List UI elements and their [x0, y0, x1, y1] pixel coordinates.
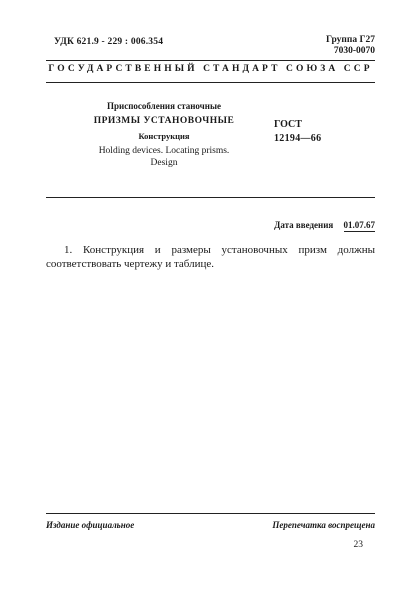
reprint-prohibited-label: Перепечатка воспрещена: [272, 520, 375, 530]
classification-code: 7030-0070: [333, 46, 375, 56]
official-edition-label: Издание официальное: [46, 520, 135, 530]
body-paragraph: 1. Конструкция и размеры установочных призм должны соответствовать чертежу и таблице.: [46, 244, 375, 270]
group-code-block: [326, 35, 375, 57]
title-subtitle: Конструкция: [138, 131, 190, 141]
document-title: ПРИЗМЫ УСТАНОВОЧНЫЕ: [93, 116, 235, 126]
gost-number: 12194—66: [274, 133, 322, 144]
intro-date-row: [274, 220, 375, 232]
title-rule: [46, 197, 375, 198]
english-subtitle: Design: [150, 158, 178, 168]
header-rule: [46, 82, 375, 83]
state-standard-heading: ГОСУДАРСТВЕННЫЙ СТАНДАРТ СОЮЗА ССР: [48, 64, 373, 74]
gost-label: ГОСТ: [274, 119, 302, 130]
intro-date-value: 01.07.67: [343, 220, 375, 230]
intro-date-label: Дата введения: [274, 220, 334, 230]
udk-code: УДК 621.9 - 229 : 006.354: [54, 37, 164, 47]
group-label: Группа Г27: [326, 35, 375, 45]
gost-block: [274, 118, 321, 146]
footer-rule: [46, 513, 375, 514]
document-title-block: [78, 100, 250, 169]
page-number: 23: [353, 540, 363, 550]
english-title: Holding devices. Locating prisms.: [98, 146, 230, 156]
title-category: Приспособления станочные: [107, 101, 221, 111]
top-rule: [46, 60, 375, 61]
